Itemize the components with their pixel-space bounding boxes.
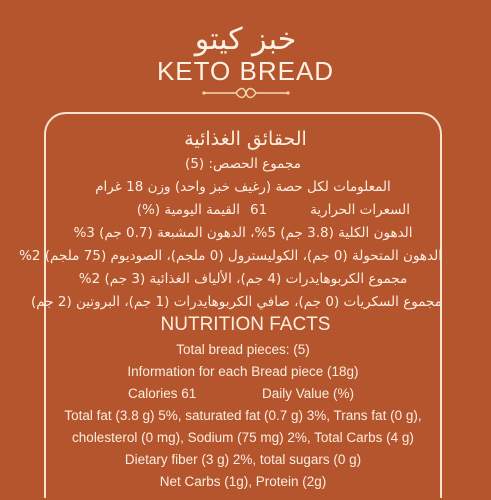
english-info: Information for each Bread piece (18g) — [127, 364, 359, 379]
arabic-daily-value: القيمة اليومية (%) — [136, 202, 240, 218]
english-net-carbs: Net Carbs (1g), Protein (2g) — [159, 474, 327, 489]
arabic-trans-fat: الدهون المتحولة (0 جم)، الكوليسترول (0 ملجم)، الصوديوم (75 ملجم) 2% — [19, 248, 442, 264]
english-fiber: Dietary fiber (3 g) 2%, total sugars (0 g) — [124, 452, 362, 467]
english-pieces: Total bread pieces: (5) — [176, 342, 310, 357]
arabic-calories-label: السعرات الحرارية — [310, 202, 410, 218]
arabic-info: المعلومات لكل حصة (رغيف خبز واحد) وزن 18 غرام — [95, 179, 391, 195]
english-calories: Calories 61 — [128, 386, 197, 401]
arabic-fat: الدهون الكلية (3.8 جم) 5%، الدهون المشبعة (0.7 جم) 3% — [73, 225, 413, 241]
arabic-sugars: مجموع السكريات (0 جم)، صافي الكربوهايدرات (1 جم)، البروتين (2 جم) — [30, 294, 442, 310]
product-title-english: KETO BREAD — [156, 56, 335, 86]
english-cholesterol: cholesterol (0 mg), Sodium (75 mg) 2%, Total Carbs (4 g) — [72, 430, 414, 445]
product-title-arabic: خبز كيتو — [194, 22, 297, 57]
english-nutrition-title: NUTRITION FACTS — [160, 314, 331, 335]
arabic-pieces: مجموع الحصص: (5) — [185, 156, 301, 172]
arabic-calories-value: 61 — [250, 202, 268, 218]
ornament-divider-icon — [200, 85, 292, 101]
header — [0, 0, 491, 110]
english-fat: Total fat (3.8 g) 5%, saturated fat (0.7 g) 3%, Trans fat (0 g), — [64, 408, 422, 423]
arabic-carbs: مجموع الكربوهايدرات (4 جم)، الألياف الغذائية (3 جم) 2% — [78, 271, 408, 287]
english-daily-value: Daily Value (%) — [262, 386, 355, 401]
arabic-nutrition-title: الحقائق الغذائية — [184, 128, 307, 150]
